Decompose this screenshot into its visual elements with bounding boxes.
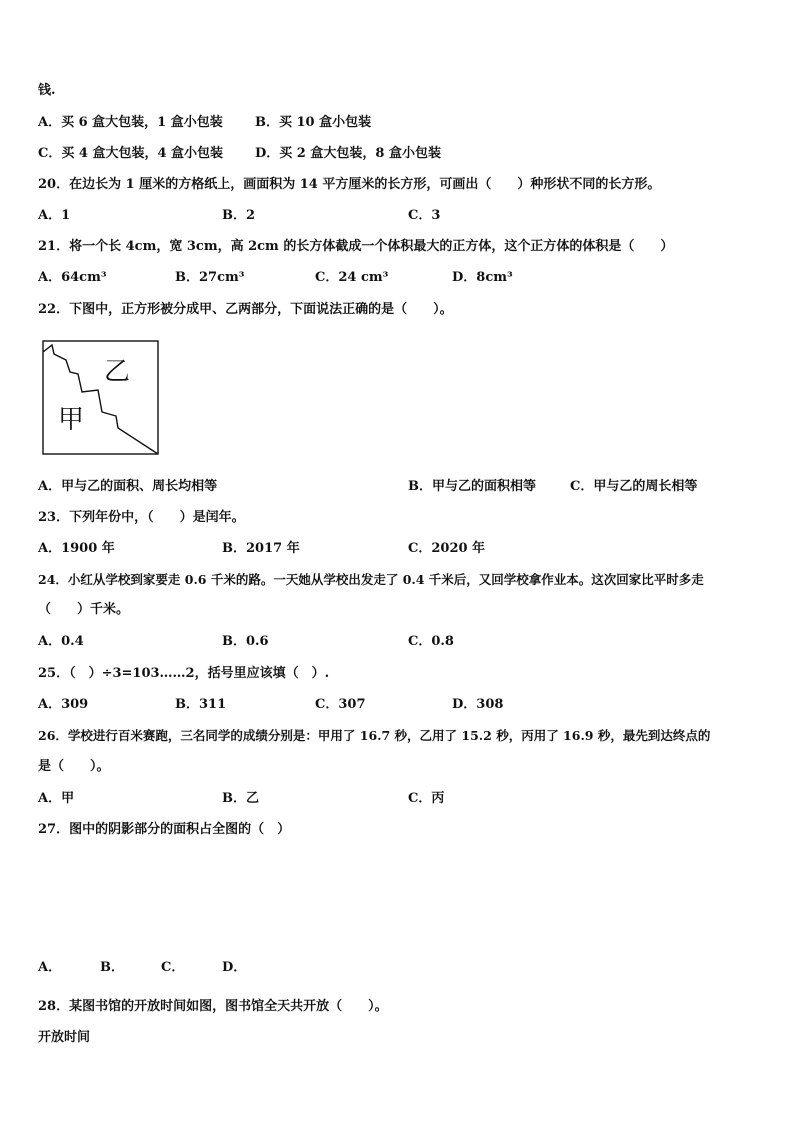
- q27-stem: 27．图中的阴影部分的面积占全图的（ ）: [38, 822, 291, 837]
- q20-option-b: B．2: [222, 208, 256, 223]
- q25-stem: 25．（ ）÷3=103……2，括号里应该填（ ）.: [38, 666, 330, 681]
- q22-square-figure: [42, 340, 160, 456]
- q24-option-c: C．0.8: [408, 634, 454, 649]
- q19-option-d: D．买 2 盒大包装，8 盒小包装: [255, 146, 441, 161]
- q25-option-c: C．307: [315, 697, 366, 712]
- q21-option-c: C．24 cm³: [315, 270, 389, 285]
- q21-stem: 21．将一个长 4cm，宽 3cm，高 2cm 的长方体截成一个体积最大的正方体，这个正方体的体积是（ ）: [38, 239, 674, 254]
- q21-option-b: B．27cm³: [175, 270, 245, 285]
- q23-stem: 23．下列年份中，（ ）是闰年。: [38, 510, 245, 525]
- q24-option-b: B．0.6: [222, 634, 269, 649]
- q22-label-jia: 甲: [58, 405, 85, 435]
- q27-option-b: B．: [100, 960, 124, 975]
- q25-option-d: D．308: [452, 697, 504, 712]
- q22-stem: 22．下图中，正方形被分成甲、乙两部分，下面说法正确的是（ ）。: [38, 302, 453, 317]
- q22-label-yi: 乙: [104, 357, 131, 387]
- q21-option-a: A．64cm³: [38, 270, 107, 285]
- q23-option-c: C．2020 年: [408, 541, 486, 556]
- q22-option-a: A．甲与乙的面积、周长均相等: [38, 479, 218, 494]
- q26-stem-line2: 是（ ）。: [38, 759, 110, 774]
- q26-option-a: A．甲: [38, 791, 75, 806]
- q27-option-d: D．: [222, 960, 247, 975]
- q28-caption: 开放时间: [38, 1030, 91, 1045]
- q24-option-a: A．0.4: [38, 634, 84, 649]
- q26-option-c: C．丙: [408, 791, 445, 806]
- q19-option-b: B．买 10 盒小包装: [255, 115, 372, 130]
- q23-option-b: B．2017 年: [222, 541, 300, 556]
- q19-tail: 钱.: [38, 83, 56, 98]
- q27-option-c: C．: [161, 960, 185, 975]
- q20-stem: 20．在边长为 1 厘米的方格纸上，画面积为 14 平方厘米的长方形，可画出（ ）种形状不同的长方形。: [38, 177, 661, 192]
- q22-option-b: B．甲与乙的面积相等: [408, 479, 536, 494]
- q26-option-b: B．乙: [222, 791, 259, 806]
- q25-option-a: A．309: [38, 697, 89, 712]
- q19-option-c: C．买 4 盒大包装，4 盒小包装: [38, 146, 224, 161]
- q27-option-a: A．: [38, 960, 62, 975]
- q19-option-a: A．买 6 盒大包装，1 盒小包装: [38, 115, 223, 130]
- q21-option-d: D．8cm³: [452, 270, 513, 285]
- q25-option-b: B．311: [175, 697, 227, 712]
- q24-stem-line1: 24．小红从学校到家要走 0.6 千米的路。一天她从学校出发走了 0.4 千米后，又回学校拿作业本。这次回家比平时多走: [38, 572, 704, 587]
- q26-stem-line1: 26．学校进行百米赛跑，三名同学的成绩分别是：甲用了 16.7 秒，乙用了 15.2 秒，丙用了 16.9 秒，最先到达终点的: [38, 728, 711, 743]
- q22-option-c: C．甲与乙的周长相等: [570, 479, 698, 494]
- q20-option-c: C．3: [408, 208, 441, 223]
- q20-option-a: A．1: [38, 208, 71, 223]
- q28-stem: 28．某图书馆的开放时间如图，图书馆全天共开放（ ）。: [38, 999, 388, 1014]
- q23-option-a: A．1900 年: [38, 541, 115, 556]
- q24-stem-line2: （ ）千米。: [38, 602, 130, 617]
